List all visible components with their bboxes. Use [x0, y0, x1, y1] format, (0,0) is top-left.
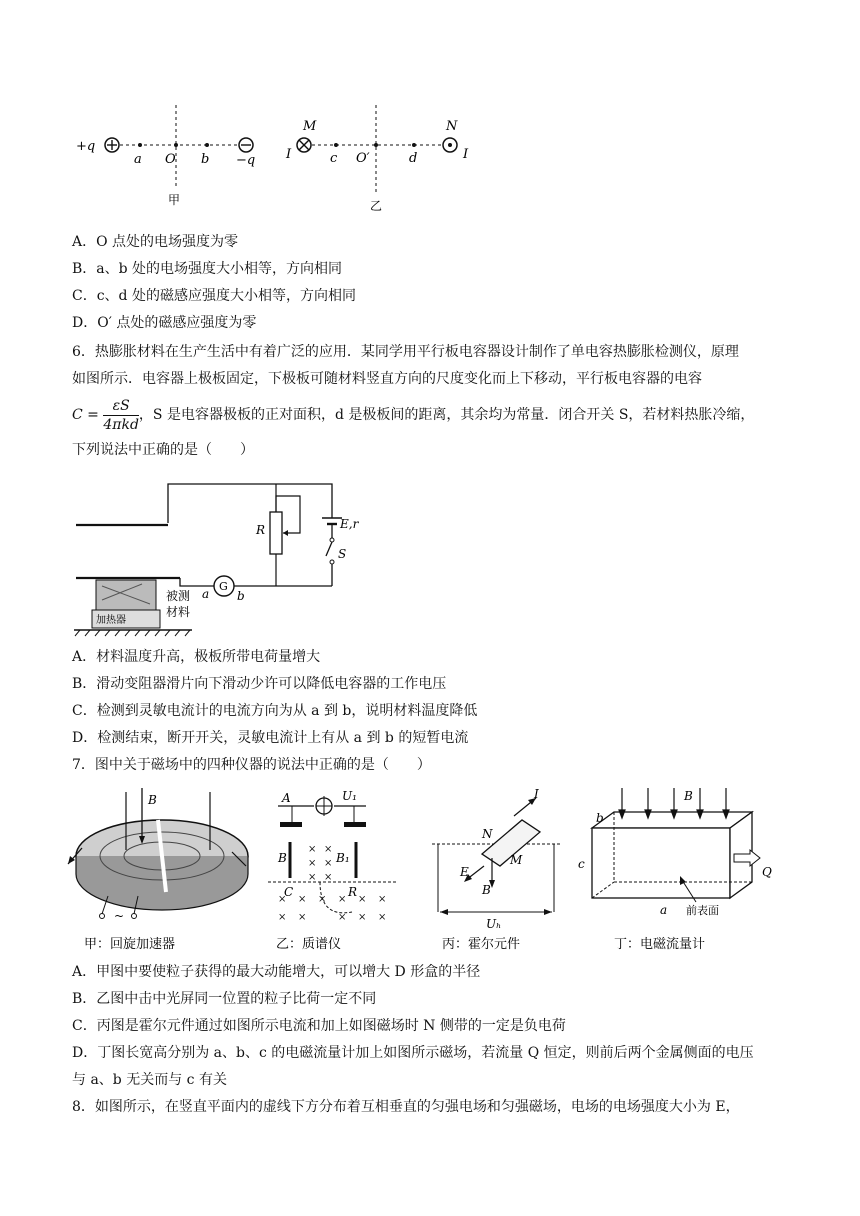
caption-hall-element: 丙：霍尔元件 [442, 937, 521, 952]
label-a: a [202, 587, 210, 601]
label-c-flow: c [578, 857, 585, 871]
q6-stem-line4: 下列说法中正确的是（ ） [72, 442, 254, 458]
caption-cyclotron: 甲：回旋加速器 [84, 937, 176, 952]
svg-text:×: × [378, 894, 387, 905]
label-UH: Uₕ [486, 917, 502, 931]
svg-text:×: × [278, 894, 287, 905]
label-a-flow: a [660, 903, 668, 917]
q7-option-d-cont: 与 a、b 无关而与 c 有关 [72, 1072, 227, 1088]
label-plus-q: +q [76, 139, 96, 154]
label-b: b [201, 152, 210, 167]
label-U1: U₁ [342, 789, 357, 803]
label-R-spec: R [348, 885, 358, 899]
label-G: G [219, 580, 228, 593]
label-A: A [282, 791, 291, 805]
q7-option-d: D．丁图长宽高分别为 a、b、c 的电磁流量计加上如图所示磁场，若流量 Q 恒定，则前后两个金属侧面的电压 [72, 1045, 754, 1061]
svg-text:×: × [358, 912, 367, 923]
q6-option-c: C．检测到灵敏电流计的电流方向为从 a 到 b，说明材料温度降低 [72, 703, 478, 719]
q5-option-b: B．a、b 处的电场强度大小相等，方向相同 [72, 261, 343, 277]
label-I-left: I [286, 147, 292, 162]
q6-stem-line3 [72, 395, 754, 435]
label-material-2: 材料 [166, 605, 191, 619]
switch-icon [326, 542, 332, 556]
label-O: O [165, 152, 176, 167]
label-N-hall: N [482, 827, 493, 841]
mass-spectrometer-figure [268, 789, 396, 923]
rheostat-icon [270, 512, 282, 554]
svg-text:×: × [324, 872, 333, 883]
figure-jia [76, 105, 255, 207]
q5-option-c: C．c、d 处的磁感应强度大小相等，方向相同 [72, 288, 356, 304]
label-b: b [237, 589, 245, 603]
svg-text:×: × [298, 894, 307, 905]
q6-option-d: D．检测结束，断开开关，灵敏电流计上有从 a 到 b 的短暂电流 [72, 730, 469, 746]
flowmeter-figure [578, 788, 772, 917]
label-B-hall: B [482, 883, 491, 897]
label-B-flow: B [684, 789, 693, 803]
label-a: a [134, 152, 142, 167]
svg-text:×: × [318, 894, 327, 905]
svg-text:~: ~ [114, 909, 125, 923]
svg-text:×: × [278, 912, 287, 923]
label-c: c [330, 151, 338, 166]
caption-yi: 乙 [370, 199, 383, 213]
svg-text:×: × [338, 894, 347, 905]
caption-jia: 甲 [168, 193, 181, 207]
label-M-hall: M [510, 853, 523, 867]
label-O-prime: O′ [356, 151, 370, 166]
label-E-hall: E [460, 865, 469, 879]
q6-stem-line3-rest: ，S 是电容器极板的正对面积，d 是极板间的距离，其余均为常量．闭合开关 S，若材料热胀冷缩， [138, 407, 755, 423]
label-front-surface: 前表面 [686, 904, 719, 917]
svg-text:×: × [324, 844, 333, 855]
label-I-right: I [463, 147, 469, 162]
label-B-cyclotron: B [148, 793, 157, 807]
svg-text:×: × [324, 858, 333, 869]
figure-four-instruments [62, 784, 782, 954]
label-material-1: 被测 [166, 589, 191, 603]
formula-lhs: C = [72, 407, 99, 423]
label-I: I [534, 787, 539, 801]
svg-text:×: × [358, 894, 367, 905]
q7-option-b: B．乙图中击中光屏同一位置的粒子比荷一定不同 [72, 991, 377, 1007]
label-N: N [446, 119, 458, 134]
label-d: d [409, 151, 418, 166]
q6-stem-line1: 6．热膨胀材料在生产生活中有着广泛的应用．某同学用平行板电容器设计制作了单电容热膨胀检测仪，原理 [72, 344, 739, 360]
label-E-r: E,r [340, 517, 359, 531]
q5-option-a: A．O 点处的电场强度为零 [72, 234, 239, 250]
label-Q: Q [762, 865, 772, 879]
q7-option-a: A．甲图中要使粒子获得的最大动能增大，可以增大 D 形盒的半径 [72, 964, 481, 980]
q6-option-b: B．滑动变阻器滑片向下滑动少许可以降低电容器的工作电压 [72, 676, 447, 692]
label-B1: B₁ [336, 851, 350, 865]
q6-stem-line2: 如图所示．电容器上极板固定，下极板可随材料竖直方向的尺度变化而上下移动，平行板电容器的电容 [72, 371, 702, 387]
q5-option-d: D．O′ 点处的磁感应强度为零 [72, 315, 257, 331]
label-B-spec: B [278, 851, 287, 865]
label-C: C [284, 885, 294, 899]
cyclotron-figure [68, 788, 248, 923]
label-S: S [338, 547, 347, 561]
q7-stem: 7．图中关于磁场中的四种仪器的说法中正确的是（ ） [72, 757, 431, 773]
capacitance-formula [103, 397, 139, 434]
figure-capacitor-circuit [72, 478, 372, 640]
svg-text:×: × [308, 872, 317, 883]
figure-charges-currents [70, 100, 490, 220]
formula-denominator: 4πkd [103, 416, 139, 433]
q8-stem-line1: 8．如图所示，在竖直平面内的虚线下方分布着互相垂直的匀强电场和匀强磁场，电场的电场强度大小为 E， [72, 1099, 740, 1115]
label-M: M [303, 119, 317, 134]
svg-text:×: × [298, 912, 307, 923]
caption-flowmeter: 丁：电磁流量计 [614, 937, 706, 952]
svg-text:×: × [308, 858, 317, 869]
label-R: R [256, 523, 266, 537]
label-heater: 加热器 [96, 615, 126, 626]
q7-option-c: C．丙图是霍尔元件通过如图所示电流和加上如图磁场时 N 侧带的一定是负电荷 [72, 1018, 566, 1034]
flowmeter-box [592, 828, 730, 898]
label-minus-q: −q [236, 153, 256, 168]
figure-yi [285, 105, 469, 213]
formula-numerator: εS [103, 397, 139, 416]
svg-text:×: × [338, 912, 347, 923]
svg-text:×: × [308, 844, 317, 855]
svg-text:×: × [378, 912, 387, 923]
hall-element-figure [432, 787, 562, 931]
caption-mass-spectrometer: 乙：质谱仪 [276, 937, 342, 952]
label-b-flow: b [596, 811, 604, 825]
q6-option-a: A．材料温度升高，极板所带电荷量增大 [72, 649, 321, 665]
